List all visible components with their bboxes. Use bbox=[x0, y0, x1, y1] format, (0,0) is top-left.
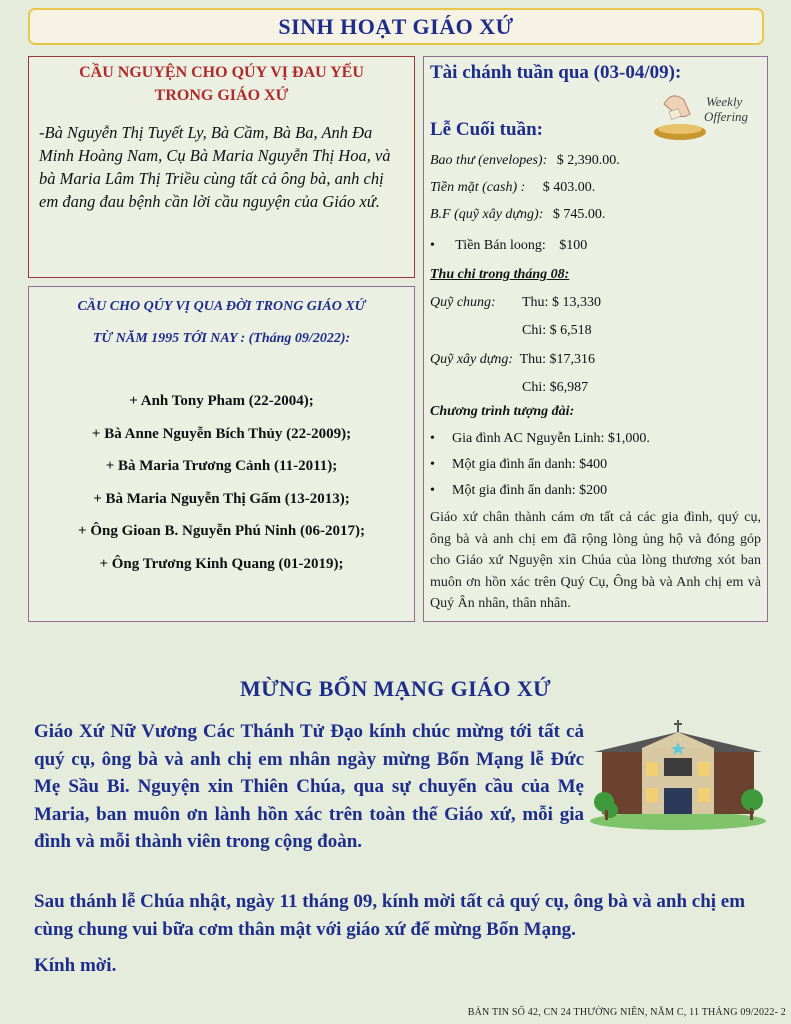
prayer-deceased-title-line1: CẦU CHO QÚY VỊ QUA ĐỜI TRONG GIÁO XỨ bbox=[77, 299, 366, 314]
prayer-sick-box bbox=[28, 56, 415, 278]
church-illustration bbox=[590, 718, 766, 830]
banner-title: SINH HOẠT GIÁO XỨ bbox=[278, 13, 514, 39]
prayer-deceased-title-line2: TỪ NĂM 1995 TỚI NAY : (Tháng 09/2022): bbox=[92, 331, 351, 346]
feast-signoff: Kính mời. bbox=[34, 955, 117, 976]
list-item: + Bà Maria Trương Cảnh (11-2011); bbox=[105, 458, 338, 475]
section-banner bbox=[28, 8, 764, 45]
building-fund-row bbox=[430, 207, 605, 223]
prayer-sick-title bbox=[29, 61, 414, 107]
general-fund-out: Chi: $ 6,518 bbox=[522, 323, 592, 338]
loan-label: Tiền Bán loong: bbox=[455, 238, 546, 253]
envelopes-label: Bao thư (envelopes): bbox=[430, 153, 548, 168]
building-fund-label: B.F (quỹ xây dựng): bbox=[430, 207, 544, 222]
month-title: Thu chi trong tháng 08: bbox=[430, 267, 570, 282]
cash-label: Tiền mặt (cash) : bbox=[430, 180, 526, 195]
list-item: + Ông Gioan B. Nguyễn Phú Ninh (06-2017); bbox=[78, 523, 365, 540]
prayer-sick-title-line1: CẦU NGUYỆN CHO QÚY VỊ ĐAU YẾU bbox=[79, 64, 364, 81]
prayer-sick-text: -Bà Nguyễn Thị Tuyết Ly, Bà Cầm, Bà Ba, Anh Đa Minh Hoàng Nam, Cụ Bà Maria Nguyễn Thị Hoa, và bà Maria Lâm Thị Triều cùng tất cả ông bà, anh chị em đang đau bệnh cần lời cầu nguyện của Giáo xứ. bbox=[39, 123, 391, 211]
feast-body: Giáo Xứ Nữ Vương Các Thánh Tử Đạo kính chúc mừng tới tất cả quý cụ, ông bà và anh chị em nhân ngày mừng Bổn Mạng lễ Đức Mẹ Sầu Bi. Nguyện xin Thiên Chúa, qua sự chuyển cầu của Mẹ Maria, ban muôn ơn lành hồn xác trên toàn thể Giáo xứ, mỗi gia đình và mỗi thành viên trong cộng đoàn. bbox=[34, 721, 584, 852]
general-fund-label: Quỹ chung: bbox=[430, 295, 496, 310]
list-item: + Bà Maria Nguyễn Thị Gấm (13-2013); bbox=[93, 490, 350, 507]
offering-text-line1: Weekly bbox=[706, 94, 743, 109]
cash-value: $ 403.00. bbox=[542, 180, 596, 195]
building-fund-value: $ 745.00. bbox=[552, 207, 606, 222]
feast-title: MỪNG BỔN MẠNG GIÁO XỨ bbox=[239, 676, 552, 701]
list-item: • Gia đình AC Nguyễn Linh: $1,000. bbox=[430, 431, 650, 447]
deceased-list bbox=[29, 391, 414, 587]
general-fund-in-row bbox=[430, 295, 601, 311]
envelopes-row bbox=[430, 153, 620, 169]
envelopes-value: $ 2,390.00. bbox=[556, 153, 620, 168]
prayer-sick-title-line2: TRONG GIÁO XỨ bbox=[154, 87, 289, 104]
feast-invitation: Sau thánh lễ Chúa nhật, ngày 11 tháng 09, kính mời tất cả quý cụ, ông bà và anh chị em cùng chung vui bữa cơm thân mật với giáo xứ để mừng Bổn Mạng. bbox=[34, 891, 746, 940]
loan-row bbox=[430, 238, 587, 254]
page-footer: BẢN TIN SỐ 42, CN 24 THƯỜNG NIÊN, NĂM C, 11 THÁNG 09/2022- 2 bbox=[467, 1007, 786, 1018]
list-item: • Một gia đình ẩn danh: $400 bbox=[430, 457, 607, 473]
building-label: Quỹ xây dựng: bbox=[430, 352, 514, 367]
cash-row bbox=[430, 180, 595, 196]
list-item: + Bà Anne Nguyễn Bích Thủy (22-2009); bbox=[91, 425, 352, 442]
thanks-paragraph: Giáo xứ chân thành cám ơn tất cả các gia đình, quý cụ, ông bà và anh chị em đã rộng lòng ủng hộ và đóng góp cho Giáo xứ Nguyện xin Chúa của lòng thương xót ban muôn ơn hồn xác trên Quý Cụ, Ông bà và Anh chị em và Quý Ân nhân, thân nhân. bbox=[430, 510, 761, 611]
weekend-label: Lễ Cuối tuần: bbox=[430, 119, 543, 140]
building-in-row bbox=[430, 352, 595, 368]
general-fund-in: Thu: $ 13,330 bbox=[522, 295, 601, 310]
statue-title: Chương trình tượng đài: bbox=[430, 404, 575, 419]
prayer-deceased-box bbox=[28, 286, 415, 622]
building-in: Thu: $17,316 bbox=[519, 352, 596, 367]
offering-text-line2: Offering bbox=[704, 109, 749, 124]
prayer-deceased-title bbox=[29, 291, 414, 355]
loan-value: $100 bbox=[559, 238, 588, 253]
weekly-offering-image bbox=[650, 84, 750, 144]
list-item: • Một gia đình ẩn danh: $200 bbox=[430, 483, 607, 499]
list-item: + Anh Tony Pham (22-2004); bbox=[129, 393, 314, 409]
list-item: + Ông Trương Kinh Quang (01-2019); bbox=[99, 555, 344, 572]
building-out: Chi: $6,987 bbox=[522, 380, 589, 395]
finance-title: Tài chánh tuần qua (03-04/09): bbox=[430, 62, 682, 83]
